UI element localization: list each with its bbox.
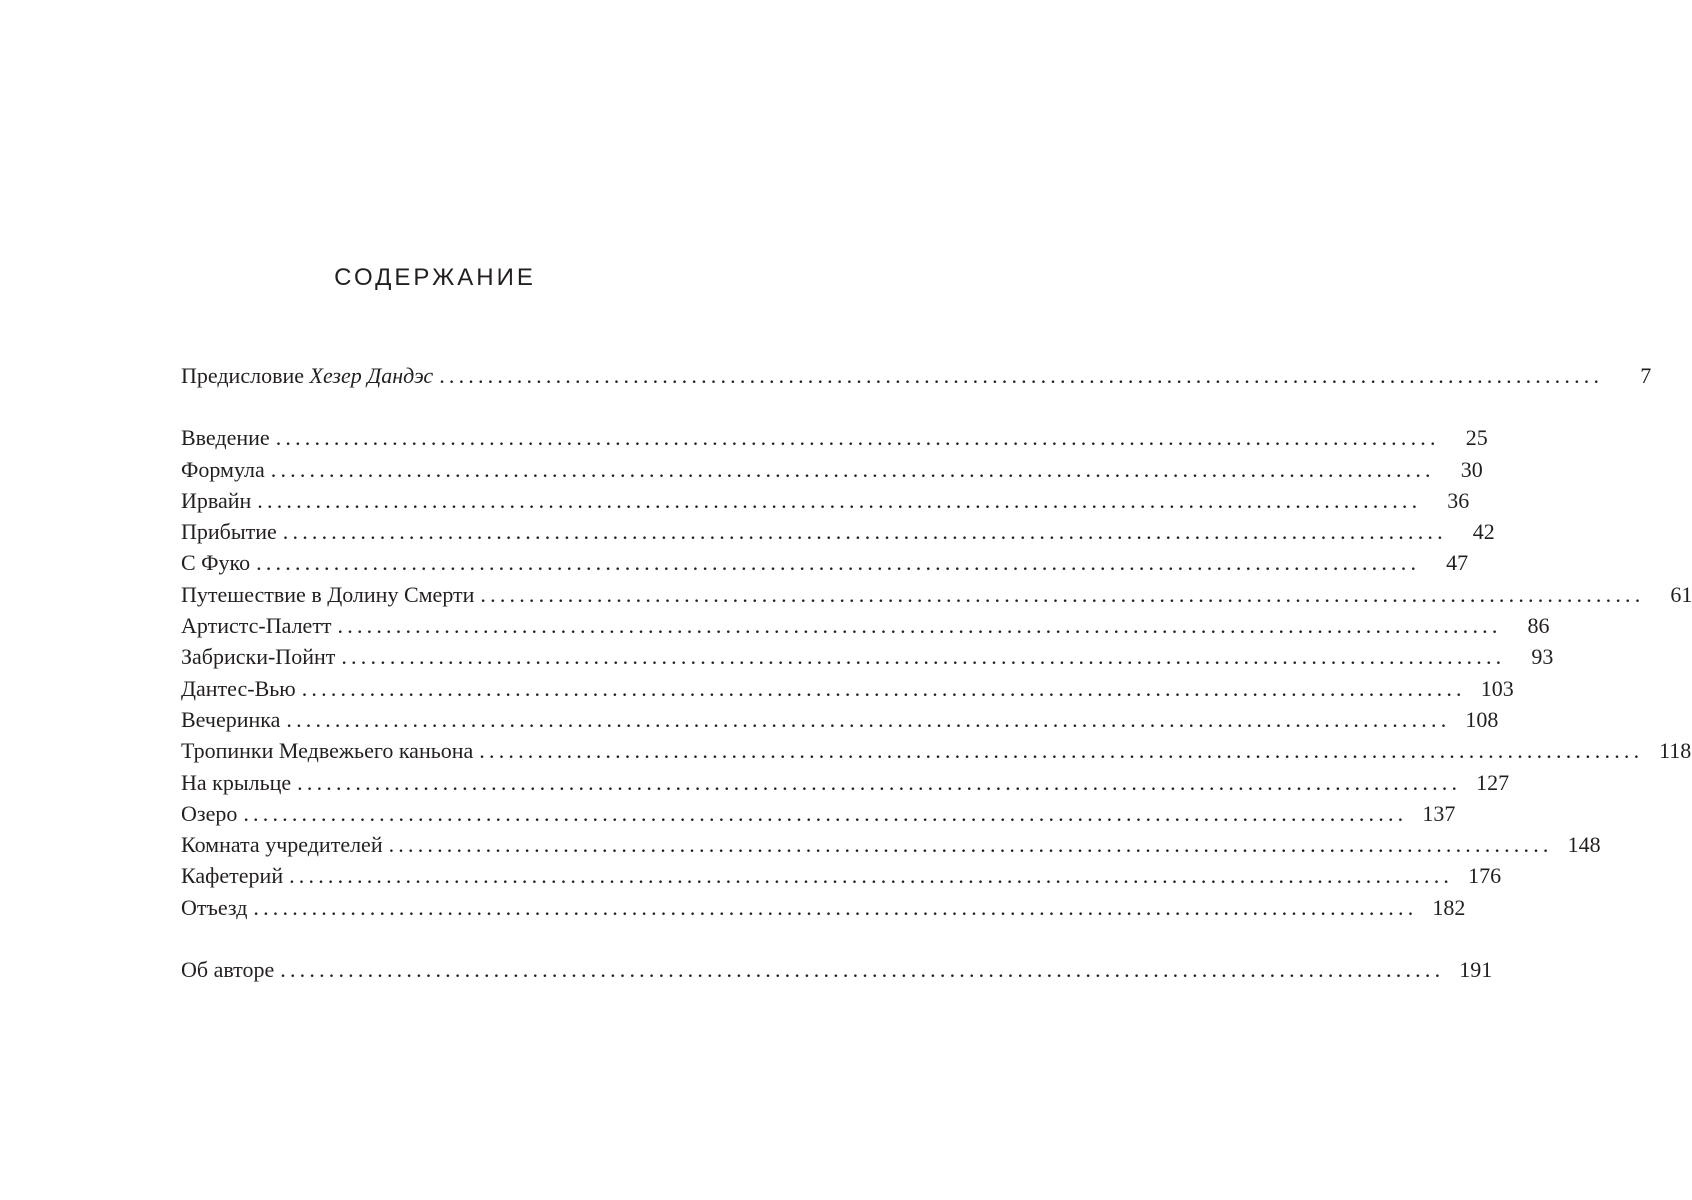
toc-entry bbox=[181, 860, 1502, 891]
toc-entry-title: Путешествие в Долину Смерти bbox=[181, 581, 475, 607]
dot-leader: ........................................................................................................................ bbox=[289, 863, 1454, 889]
toc-entry bbox=[181, 735, 1692, 766]
about-group bbox=[181, 954, 1493, 985]
page-title: СОДЕРЖАНИЕ bbox=[334, 264, 536, 291]
dot-leader: ........................................................................................................................ bbox=[439, 363, 1604, 388]
toc-entry bbox=[181, 454, 1483, 485]
toc-entry-title: Дантес-Вью bbox=[181, 675, 296, 701]
table-of-contents bbox=[181, 360, 1692, 985]
toc-page-number: 86 bbox=[1527, 613, 1550, 639]
toc-page-number: 61 bbox=[1670, 581, 1692, 607]
toc-page-number: 127 bbox=[1476, 769, 1510, 795]
dot-leader: ........................................................................................................................ bbox=[253, 894, 1418, 920]
preface-group bbox=[181, 360, 1652, 391]
toc-entry-preface bbox=[181, 360, 1652, 391]
toc-page-number: 191 bbox=[1459, 957, 1493, 983]
toc-entry bbox=[181, 579, 1692, 610]
toc-entry-title: Введение bbox=[181, 425, 270, 451]
toc-page-number: 118 bbox=[1659, 738, 1692, 764]
dot-leader: ........................................................................................................................ bbox=[297, 769, 1462, 795]
toc-entry-title: С Фуко bbox=[181, 550, 251, 576]
dot-leader: ........................................................................................................................ bbox=[243, 800, 1408, 826]
dot-leader: ........................................................................................................................ bbox=[275, 425, 1440, 451]
dot-leader: ........................................................................................................................ bbox=[257, 487, 1422, 513]
dot-leader: ........................................................................................................................ bbox=[270, 456, 1435, 482]
toc-entry bbox=[181, 547, 1469, 578]
toc-entry-title: Забриски-Пойнт bbox=[181, 644, 336, 670]
toc-entry-title: Об авторе bbox=[181, 957, 275, 983]
toc-page-number: 30 bbox=[1460, 456, 1483, 482]
dot-leader: ........................................................................................................................ bbox=[388, 832, 1553, 858]
toc-entry-title: Комната учредителей bbox=[181, 832, 383, 858]
chapters-group bbox=[181, 422, 1692, 923]
toc-entry-title: Озеро bbox=[181, 800, 238, 826]
toc-page-number: 176 bbox=[1468, 863, 1502, 889]
toc-page-number: 137 bbox=[1422, 800, 1456, 826]
toc-page-number: 36 bbox=[1447, 487, 1470, 513]
toc-entry bbox=[181, 641, 1554, 672]
toc-entry-title: Ирвайн bbox=[181, 487, 252, 513]
toc-entry-title: Тропинки Медвежьего каньона bbox=[181, 738, 474, 764]
dot-leader: ........................................................................................................................ bbox=[479, 738, 1644, 764]
toc-page-number: 103 bbox=[1480, 675, 1514, 701]
dot-leader: ........................................................................................................................ bbox=[337, 613, 1502, 639]
toc-page-number: 25 bbox=[1465, 425, 1488, 451]
toc-entry bbox=[181, 516, 1495, 547]
dot-leader: ........................................................................................................................ bbox=[301, 675, 1466, 701]
toc-entry-title: Формула bbox=[181, 456, 265, 482]
toc-entry-about bbox=[181, 954, 1493, 985]
toc-page-number: 93 bbox=[1531, 644, 1554, 670]
toc-page-number: 7 bbox=[1640, 363, 1652, 388]
toc-entry bbox=[181, 610, 1550, 641]
toc-page-number: 108 bbox=[1465, 706, 1499, 732]
toc-entry bbox=[181, 485, 1470, 516]
toc-page-number: 47 bbox=[1446, 550, 1469, 576]
toc-entry bbox=[181, 422, 1488, 453]
dot-leader: ........................................................................................................................ bbox=[282, 519, 1447, 545]
dot-leader: ........................................................................................................................ bbox=[280, 957, 1445, 983]
toc-entry-title: Вечеринка bbox=[181, 706, 281, 732]
dot-leader: ........................................................................................................................ bbox=[286, 706, 1451, 732]
toc-entry-title: Артистс-Палетт bbox=[181, 613, 332, 639]
preface-author: Хезер Дандэс bbox=[309, 363, 434, 388]
toc-entry-title: Предисловие Хезер Дандэс bbox=[181, 363, 434, 388]
toc-entry bbox=[181, 767, 1510, 798]
toc-entry bbox=[181, 892, 1466, 923]
toc-entry bbox=[181, 673, 1514, 704]
toc-entry bbox=[181, 829, 1601, 860]
toc-entry bbox=[181, 704, 1499, 735]
toc-entry-title: Кафетерий bbox=[181, 863, 284, 889]
toc-entry-title: Прибытие bbox=[181, 519, 277, 545]
dot-leader: ........................................................................................................................ bbox=[256, 550, 1421, 576]
toc-entry bbox=[181, 798, 1456, 829]
toc-page-number: 182 bbox=[1432, 894, 1466, 920]
dot-leader: ........................................................................................................................ bbox=[480, 581, 1645, 607]
toc-entry-title: На крыльце bbox=[181, 769, 292, 795]
dot-leader: ........................................................................................................................ bbox=[341, 644, 1506, 670]
toc-entry-title: Отъезд bbox=[181, 894, 248, 920]
toc-page-number: 148 bbox=[1567, 832, 1601, 858]
toc-page-number: 42 bbox=[1472, 519, 1495, 545]
